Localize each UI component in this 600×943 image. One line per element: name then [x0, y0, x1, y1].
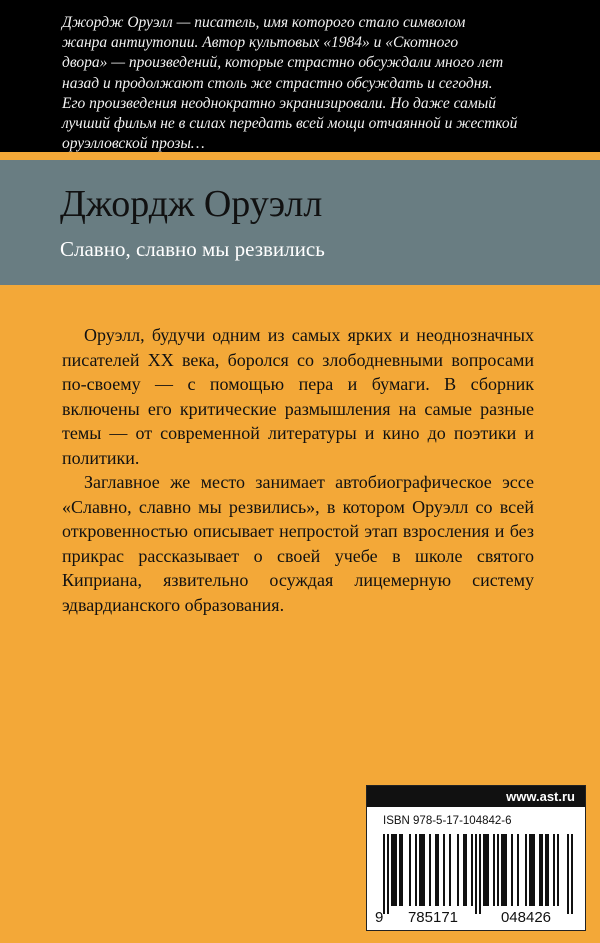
barcode-right-digits: 048426	[500, 909, 552, 926]
barcode-bar	[419, 834, 421, 906]
barcode-bar	[483, 834, 485, 906]
blurb-line: двора» — произведений, которые страстно обсуждали много лет	[62, 54, 504, 72]
barcode-bar	[423, 834, 425, 906]
barcode-bar	[463, 834, 465, 906]
barcode-bar	[409, 834, 411, 906]
barcode-bar	[415, 834, 417, 906]
barcode-bar	[475, 834, 477, 914]
barcode-box	[366, 785, 586, 931]
blurb-text	[62, 13, 582, 154]
barcode-bar	[485, 834, 487, 906]
barcode-bar	[437, 834, 439, 906]
barcode-bar	[421, 834, 423, 906]
barcode-bar	[487, 834, 489, 906]
barcode-bar	[471, 834, 473, 906]
barcode-bar	[429, 834, 431, 906]
barcode-bar	[395, 834, 397, 906]
barcode-bar	[547, 834, 549, 906]
barcode-bar	[511, 834, 513, 906]
barcode-bar	[571, 834, 573, 914]
barcode-bar	[503, 834, 505, 906]
barcode-bars	[383, 834, 573, 914]
annotation-paragraph: Заглавное же место занимает автобиографическое эссе «Славно, славно мы резвились», в котором Оруэлл со всей откровенностью описывает непростой этап взросления и без прикрас рассказывает о своей учебе в школе святого Киприана, язвительно осуждая лицемерную систему эдвардианского образования.	[62, 472, 534, 615]
barcode-bar	[557, 834, 559, 906]
barcode-bar	[541, 834, 543, 906]
blurb-line: назад и продолжают столь же страстно обсуждать и сегодня.	[62, 74, 493, 92]
barcode-bar	[465, 834, 467, 906]
barcode-left-digits: 785171	[407, 909, 459, 926]
blurb-line: лучший фильм не в силах передать всей мощи отчаянной и жесткой	[62, 115, 518, 133]
barcode-bar	[505, 834, 507, 906]
barcode-bar	[443, 834, 445, 906]
top-blurb-band	[0, 0, 600, 152]
barcode-bar	[401, 834, 403, 906]
barcode-bar	[479, 834, 481, 914]
barcode-bar	[497, 834, 499, 906]
barcode-bar	[517, 834, 519, 906]
isbn-label: ISBN 978-5-17-104842-6	[383, 815, 512, 827]
barcode-bar	[531, 834, 533, 906]
publisher-website: www.ast.ru	[367, 786, 585, 807]
barcode-bar	[545, 834, 547, 906]
blurb-line: жанра антиутопии. Автор культовых «1984» и «Скотного	[62, 34, 459, 52]
barcode-bar	[525, 834, 527, 906]
barcode-bar	[391, 834, 393, 906]
barcode-bar	[493, 834, 495, 906]
ean13-barcode	[367, 834, 585, 930]
book-title: Славно, славно мы резвились	[60, 237, 325, 261]
blurb-line: оруэлловской прозы…	[62, 135, 205, 153]
barcode-bar	[457, 834, 459, 906]
barcode-bar	[553, 834, 555, 906]
barcode-bar	[399, 834, 401, 906]
barcode-bar	[449, 834, 451, 906]
barcode-bar	[383, 834, 385, 914]
blurb-line: Джордж Оруэлл — писатель, имя которого стало символом	[62, 14, 466, 31]
barcode-bar	[393, 834, 395, 906]
barcode-first-digit: 9	[375, 909, 384, 926]
blurb-line: Его произведения неоднократно экранизировали. Но даже самый	[62, 94, 496, 112]
barcode-bar	[529, 834, 531, 906]
barcode-bar	[387, 834, 389, 914]
annotation-paragraph: Оруэлл, будучи одним из самых ярких и неоднозначных писателей XX века, боролся со злободневными вопросами по-своему — с помощью пера и бумаги. В сборник включены его критические размышления на самые разные темы — от современной литературы и кино до поэтики и политики.	[62, 325, 534, 468]
barcode-bar	[539, 834, 541, 906]
barcode-bar	[533, 834, 535, 906]
barcode-bar	[435, 834, 437, 906]
author-name: Джордж Оруэлл	[60, 183, 323, 225]
barcode-bar	[501, 834, 503, 906]
annotation-text	[62, 323, 534, 617]
barcode-bar	[567, 834, 569, 914]
